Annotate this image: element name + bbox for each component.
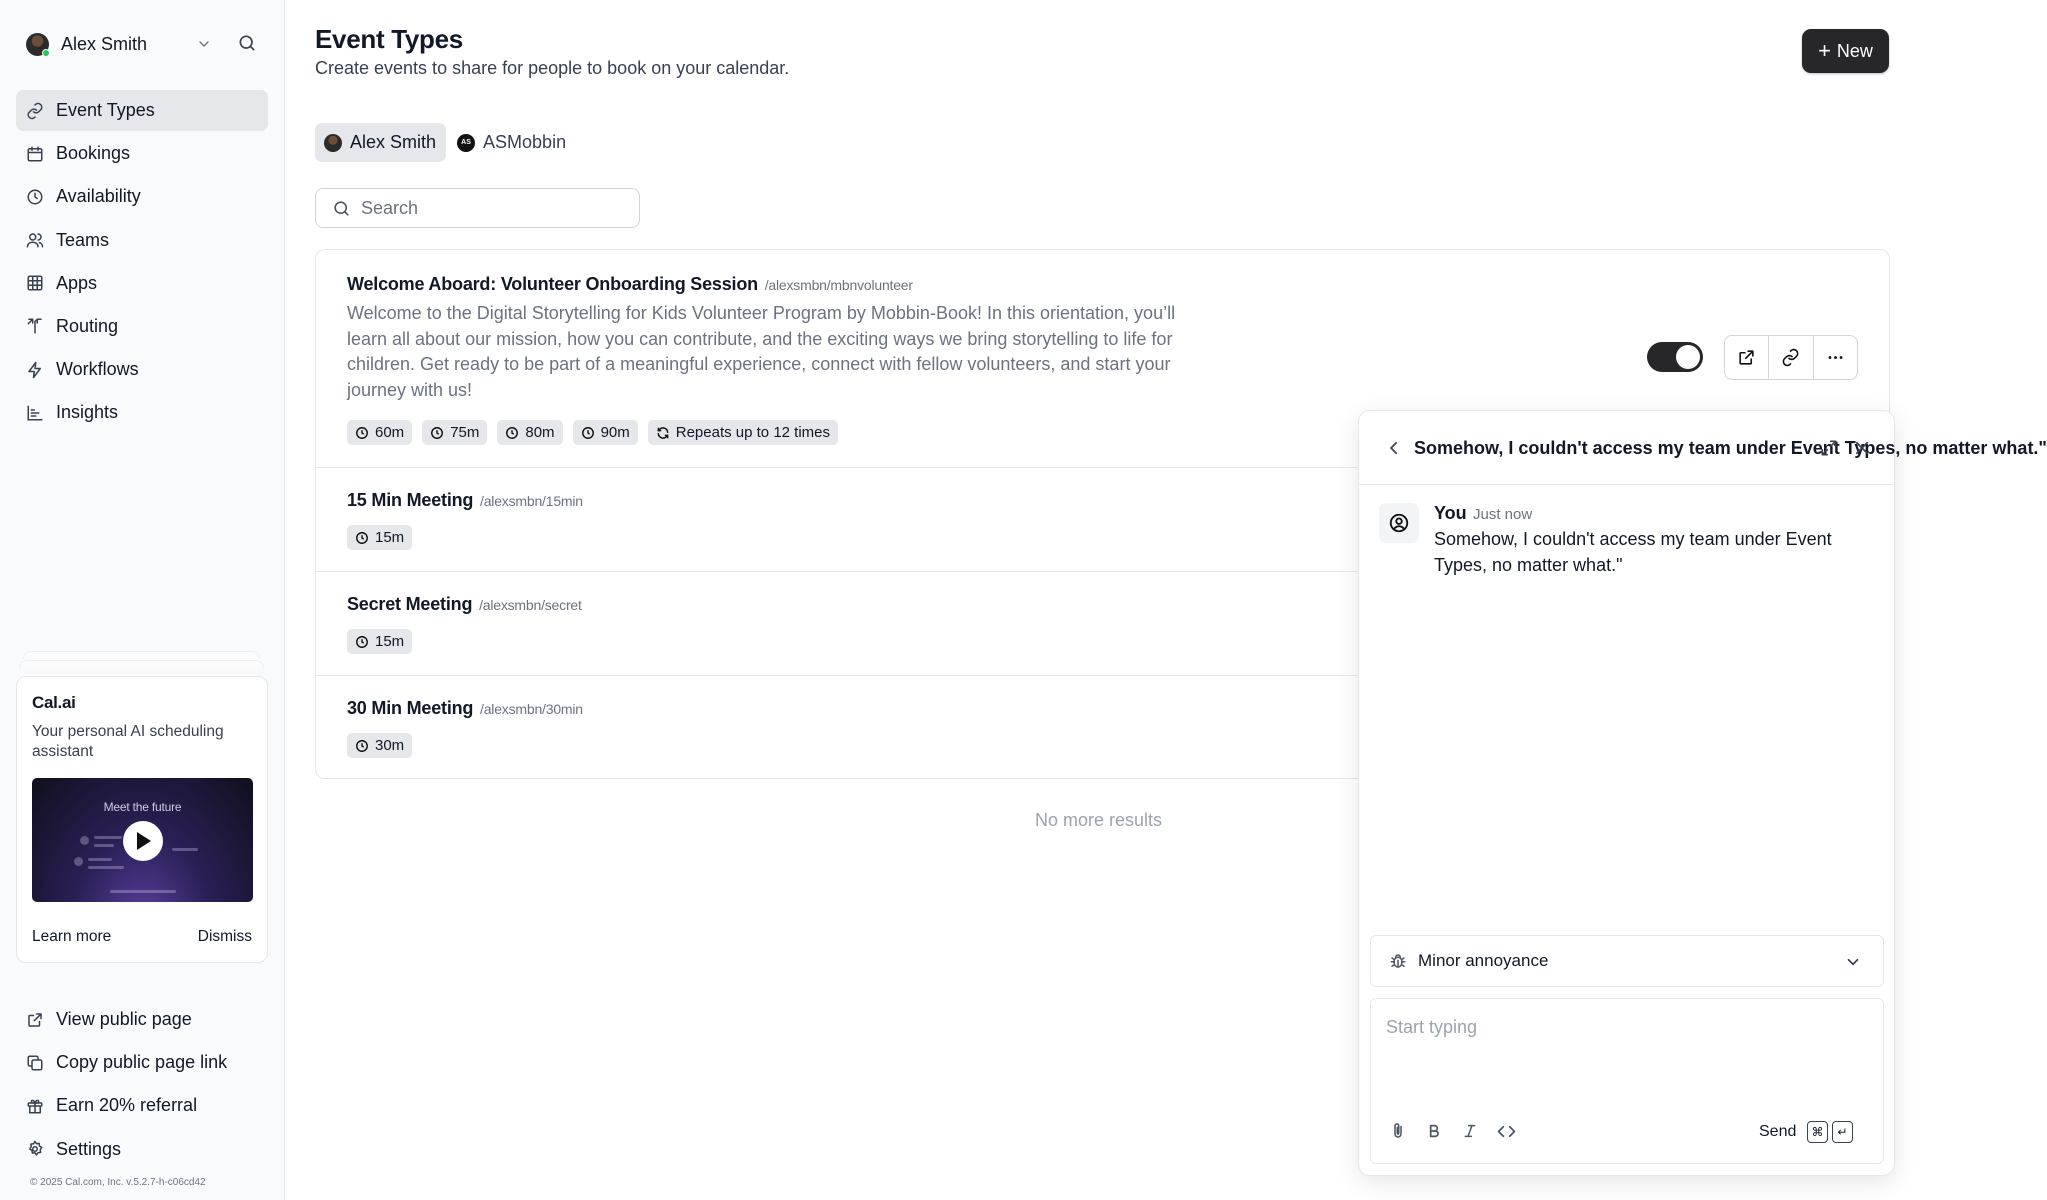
dismiss-button[interactable]: Dismiss [197, 928, 252, 945]
cal-ai-promo-card [16, 676, 268, 963]
clock-icon [430, 426, 444, 440]
external-link-icon [26, 1011, 44, 1029]
bar-chart-icon [26, 404, 44, 422]
severity-select[interactable] [1370, 935, 1884, 987]
nav-item-insights[interactable] [16, 392, 268, 433]
repeat-icon [656, 426, 670, 440]
event-type-title [347, 274, 913, 295]
feedback-chat-panel [1358, 410, 2047, 1176]
nav-label: Teams [56, 229, 110, 250]
clock-icon [355, 635, 369, 649]
clock-icon [355, 531, 369, 545]
plus-icon: + [1818, 38, 1831, 63]
duration-badges [347, 629, 422, 654]
duration-badges [347, 420, 848, 445]
promo-actions [32, 928, 252, 946]
italic-icon[interactable] [1460, 1121, 1480, 1141]
event-type-name: Secret Meeting [347, 594, 473, 614]
calendar-icon [26, 145, 44, 163]
clock-icon [581, 426, 595, 440]
search-input[interactable] [361, 198, 621, 219]
nav-item-apps[interactable] [16, 263, 268, 304]
user-avatar [26, 33, 49, 56]
nav-item-view-public-page[interactable] [16, 999, 268, 1040]
message-composer [1370, 998, 1884, 1164]
duration-badge [422, 420, 487, 445]
close-icon[interactable] [1853, 439, 1871, 457]
nav-item-event-types[interactable] [16, 90, 268, 131]
video-decoration [80, 836, 89, 845]
more-horizontal-icon [1826, 348, 1845, 367]
event-type-slug: /alexsmbn/30min [480, 701, 583, 717]
code-icon[interactable] [1496, 1121, 1516, 1141]
copy-link-button[interactable] [1769, 336, 1813, 379]
expand-icon[interactable] [1819, 438, 1839, 458]
new-event-type-button[interactable] [1802, 29, 1889, 73]
video-decoration [88, 858, 112, 861]
nav-label: Apps [56, 272, 98, 293]
duration-badge [573, 420, 638, 445]
version-footer: © 2025 Cal.com, Inc. v.5.2.7-h-c06cd42 [30, 1177, 206, 1188]
event-type-description: Welcome to the Digital Storytelling for Kids Volunteer Program by Mobbin-Book! In this orientation, you’ll learn all about our mission, how you can contribute, and the exciting ways we bring storytelling to life for children. Get ready to be part of a meaningful experience, connect with fellow volunteers, and start your journey with us! [347, 303, 1176, 401]
duration-badges [347, 733, 422, 758]
zap-icon [26, 361, 44, 379]
message-input[interactable] [1386, 1017, 1866, 1077]
clock-icon [355, 739, 369, 753]
no-more-results: No more results [1035, 810, 1163, 830]
event-type-slug: /alexsmbn/secret [479, 597, 582, 613]
severity-value: Minor annoyance [1418, 951, 1549, 970]
bug-icon [1389, 952, 1407, 970]
nav-item-earn-referral[interactable] [16, 1085, 268, 1126]
chat-title: Somehow, I couldn't access my team under Event Types, no matter what." [1414, 438, 2047, 458]
play-icon[interactable] [123, 821, 163, 861]
user-menu[interactable] [26, 30, 266, 58]
nav-label: View public page [56, 1009, 192, 1029]
hidden-toggle[interactable] [1647, 342, 1703, 372]
user-avatar [1379, 503, 1419, 543]
users-icon [26, 231, 44, 249]
send-button[interactable]: Send [1759, 1123, 1797, 1140]
bottom-nav [16, 999, 268, 1172]
tab-alex-smith[interactable] [315, 123, 446, 162]
copy-icon [26, 1054, 44, 1072]
avatar: AS [457, 134, 475, 152]
avatar [324, 134, 342, 152]
split-icon [26, 317, 44, 335]
preview-button[interactable] [1725, 336, 1769, 379]
clock-icon [505, 426, 519, 440]
nav-item-workflows[interactable] [16, 349, 268, 390]
video-decoration [94, 836, 122, 839]
nav-label: Copy public page link [56, 1052, 228, 1073]
nav-item-bookings[interactable] [16, 133, 268, 174]
duration-label: 80m [525, 424, 555, 441]
sidebar [0, 0, 285, 1200]
duration-badge [497, 420, 562, 445]
promo-video-title: Meet the future [103, 800, 182, 814]
page-subtitle: Create events to share for people to book on your calendar. [315, 58, 790, 78]
back-icon[interactable] [1385, 439, 1403, 457]
duration-label: 30m [375, 737, 405, 754]
message-text: Somehow, I couldn't access my team under Event Types, no matter what." [1434, 529, 1832, 575]
bold-icon[interactable] [1424, 1121, 1444, 1141]
new-button-label: New [1836, 40, 1873, 61]
nav-label: Workflows [56, 359, 139, 380]
tab-label: Alex Smith [350, 132, 437, 152]
message-author: You [1434, 503, 1467, 523]
duration-label: 15m [375, 529, 405, 546]
duration-label: 75m [450, 424, 480, 441]
promo-stack-decoration [19, 660, 264, 668]
more-options-button[interactable] [1814, 336, 1857, 379]
link-icon [26, 102, 44, 120]
search-field [315, 188, 640, 228]
duration-badge [347, 733, 412, 758]
duration-badge [347, 420, 412, 445]
nav-item-availability[interactable] [16, 176, 268, 217]
enter-key-icon: ↵ [1832, 1121, 1853, 1143]
recurring-badge [648, 420, 838, 445]
nav-item-teams[interactable] [16, 220, 268, 261]
message-time: Just now [1473, 506, 1533, 523]
tab-asmobbin[interactable] [448, 123, 576, 162]
duration-badge [347, 525, 412, 550]
chevron-down-icon[interactable] [196, 36, 212, 52]
duration-badge [347, 629, 412, 654]
duration-label: 60m [375, 424, 405, 441]
nav-label: Earn 20% referral [56, 1095, 198, 1116]
event-type-title [347, 698, 583, 719]
chevron-down-icon [1844, 953, 1862, 971]
duration-badges [347, 525, 422, 550]
nav-label: Availability [56, 186, 141, 207]
nav-item-copy-public-link[interactable] [16, 1042, 268, 1083]
video-decoration [94, 844, 114, 847]
event-type-name: Welcome Aboard: Volunteer Onboarding Session [347, 274, 758, 294]
nav-label: Settings [56, 1138, 122, 1159]
event-type-slug: /alexsmbn/15min [480, 493, 583, 509]
event-type-title [347, 490, 583, 511]
profile-tabs [315, 123, 578, 162]
clock-icon [355, 426, 369, 440]
search-icon [332, 199, 351, 218]
event-type-name: 30 Min Meeting [347, 698, 474, 718]
user-name: Alex Smith [61, 33, 148, 54]
promo-subtitle: Your personal AI scheduling assistant [32, 723, 224, 760]
video-decoration [88, 866, 124, 869]
event-type-name: 15 Min Meeting [347, 490, 474, 510]
online-status-dot [42, 49, 50, 57]
video-decoration [74, 857, 83, 866]
gift-icon [26, 1097, 44, 1115]
tab-label: ASMobbin [483, 132, 567, 152]
page-title: Event Types [315, 24, 463, 54]
chat-header [1359, 411, 2047, 485]
nav-item-settings[interactable] [16, 1129, 268, 1170]
learn-more-link[interactable]: Learn more [32, 928, 112, 945]
nav-label: Event Types [56, 100, 155, 120]
grid-icon [26, 274, 44, 292]
search-icon[interactable] [237, 33, 257, 53]
promo-stack-decoration [23, 651, 260, 659]
main-nav [16, 90, 268, 436]
duration-label: 90m [600, 424, 630, 441]
attachment-icon[interactable] [1388, 1121, 1408, 1141]
link-icon [1781, 348, 1800, 367]
clock-icon [26, 188, 44, 206]
command-key-icon: ⌘ [1807, 1121, 1828, 1143]
user-circle-icon [1388, 512, 1410, 534]
external-link-icon [1737, 348, 1756, 367]
settings-icon [26, 1140, 44, 1158]
event-type-slug: /alexsmbn/mbnvolunteer [764, 277, 913, 293]
promo-video-thumbnail[interactable] [32, 778, 253, 902]
formatting-toolbar [1388, 1121, 1532, 1141]
toggle-knob [1676, 345, 1700, 369]
nav-label: Routing [56, 315, 119, 336]
event-type-title [347, 594, 582, 615]
event-type-actions [1724, 335, 1858, 380]
nav-label: Bookings [56, 143, 131, 164]
duration-label: 15m [375, 633, 405, 650]
nav-label: Insights [56, 402, 119, 423]
nav-item-routing[interactable] [16, 306, 268, 347]
promo-title: Cal.ai [32, 693, 76, 712]
video-decoration [110, 890, 176, 893]
recurring-label: Repeats up to 12 times [675, 424, 831, 441]
video-decoration [172, 848, 198, 851]
